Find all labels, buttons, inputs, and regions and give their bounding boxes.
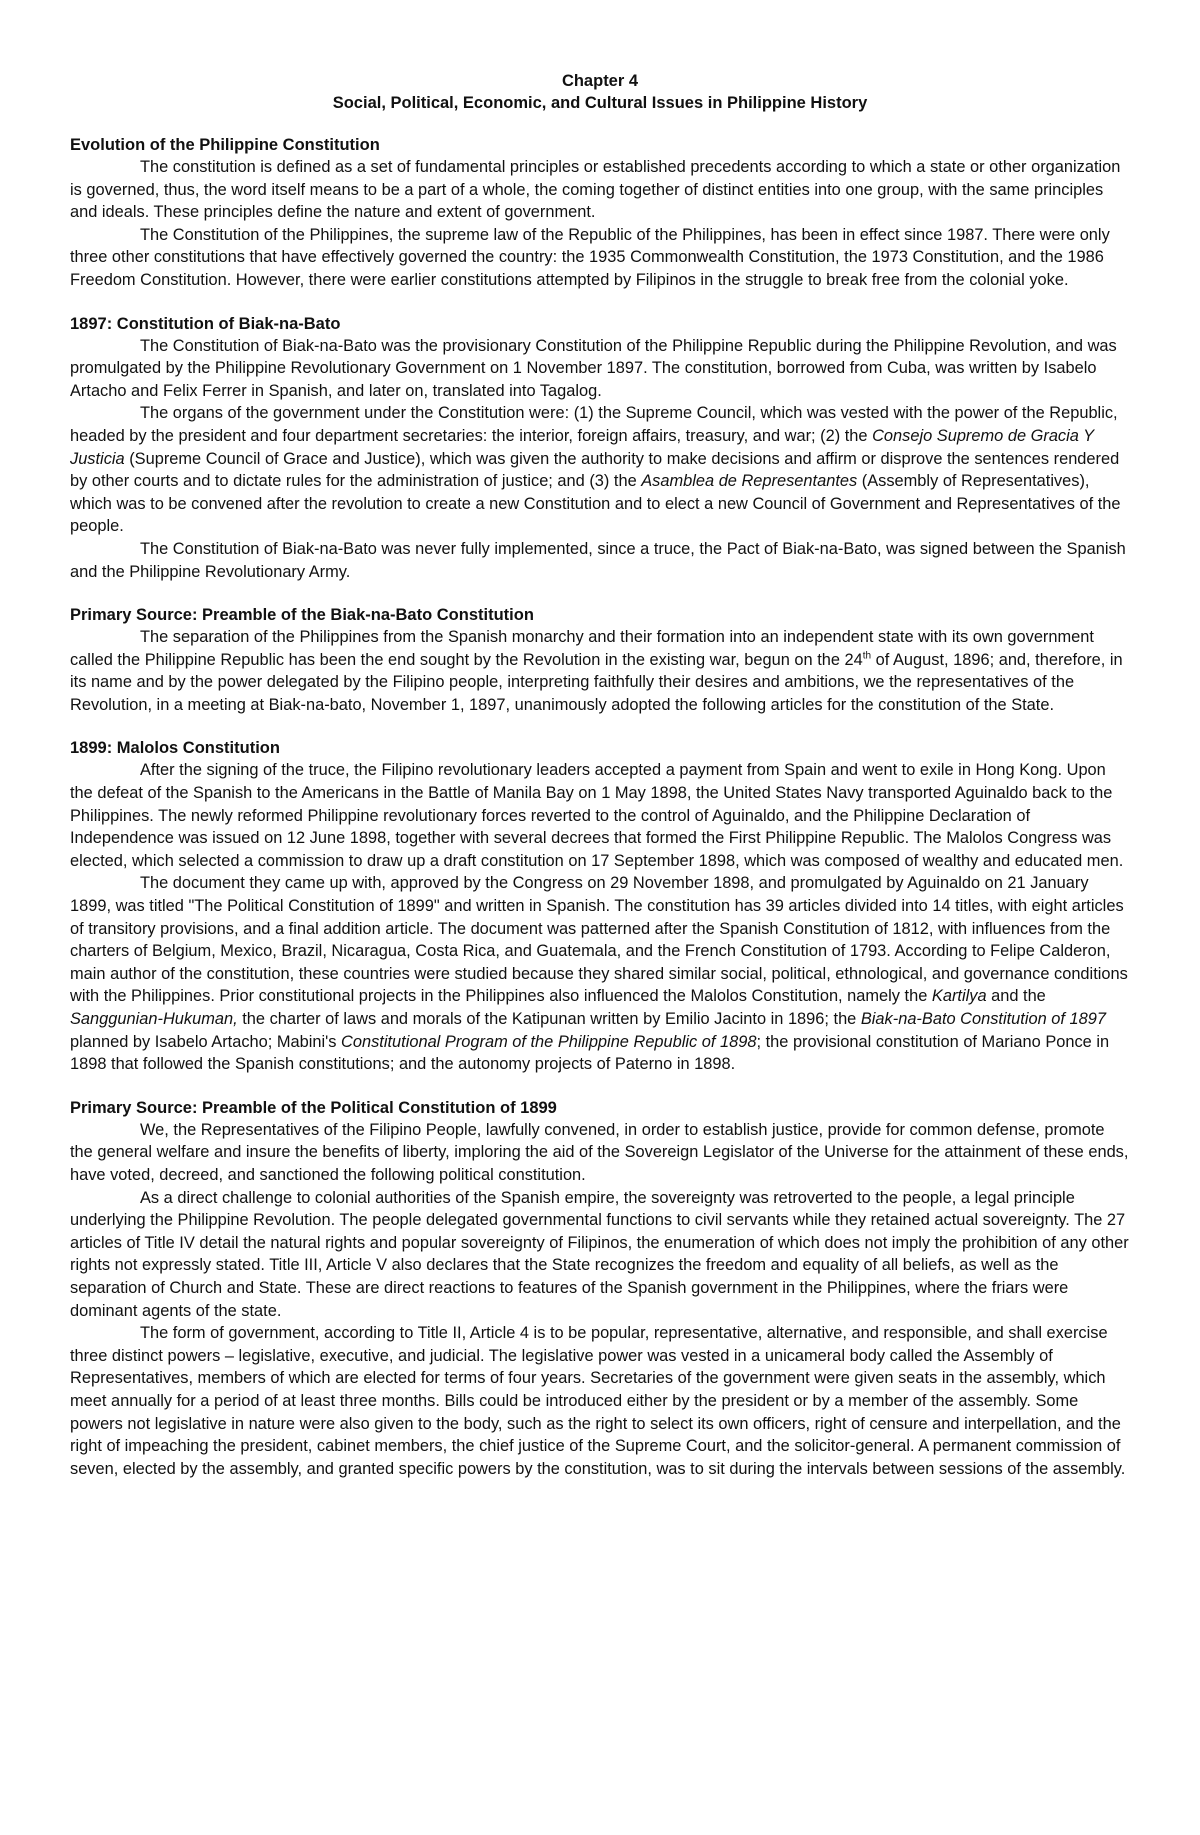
section-heading: 1897: Constitution of Biak-na-Bato [70,314,341,333]
text-run: The separation of the Philippines from the Spanish monarchy and their formation into an independent state with its own government called the Philippine Republic has been the end sought by the Revolution in the existing war, begun on the 24 [70,628,1094,669]
chapter-title: Social, Political, Economic, and Cultural Issues in Philippine History [332,94,868,112]
paragraph: We, the Representatives of the Filipino People, lawfully convened, in order to establish justice, provide for common defense, promote the general welfare and insure the benefits of liberty, imploring the aid of the Sovereign Legislator of the Universe for the attainment of these ends, have voted, decreed, and sanctioned the following political constitution. [70,1120,1129,1184]
text-run: of August, 1896; and, therefore, in its name and by the power delegated by the Filipino people, interpreting faithfully their desires and ambitions, we the representatives of the Revolution, in a meeting at Biak-na-bato, November 1, 1897, unanimously adopted the following articles for the constitution of the State. [70,650,1123,714]
paragraph [70,626,1130,716]
paragraph: As a direct challenge to colonial authorities of the Spanish empire, the sovereignty was retroverted to the people, a legal principle underlying the Philippine Revolution. The people delegated governmental functions to civil servants while they retained actual sovereignty. The 27 articles of Title IV detail the natural rights and popular sovereignty of Filipinos, the enumeration of which does not imply the prohibition of any other rights not expressly stated. Title III, Article V also declares that the State recognizes the freedom and equality of all beliefs, as well as the separation of Church and State. These are direct reactions to features of the Spanish government in the Philippines, where the friars were dominant agents of the state. [70,1188,1129,1320]
section-biak-na-bato [70,313,1130,584]
text-run: ; the provisional constitution of Mariano Ponce in 1898 that followed the Spanish constitutions; and the autonomy projects of Paterno in 1898. [70,1032,1110,1074]
section-heading: 1899: Malolos Constitution [70,739,280,758]
text-run: The document they came up with, approved by the Congress on 29 November 1898, and promulgated by Aguinaldo on 21 January 1899, was titled "The Political Constitution of 1899" and written in Spanish. The constitution has 39 articles divided into 14 titles, with eight articles of transitory provisions, and a final addition article. The document was patterned after the Spanish Constitution of 1812, with influences from the charters of Belgium, Mexico, Brazil, Nicaragua, Costa Rica, and Guatemala, and the French Constitution of 1793. According to Felipe Calderon, main author of the constitution, these countries were studied because they shared similar social, political, ethnological, and governance conditions with the Philippines. Prior constitutional projects in the Philippines also influenced the Malolos Constitution, namely the [70,874,1128,1006]
italic-text: Constitutional Program of the Philippine Republic of 1898 [341,1032,757,1051]
paragraph: The Constitution of the Philippines, the supreme law of the Republic of the Philippines, has been in effect since 1987. There were only three other constitutions that have effectively governed the country: the 1935 Commonwealth Constitution, the 1973 Constitution, and the 1986 Freedom Constitution. However, there were earlier constitutions attempted by Filipinos in the struggle to break free from the colonial yoke. [70,225,1110,289]
section-heading: Evolution of the Philippine Constitution [70,136,380,154]
section-preamble-biak-na-bato [70,604,1130,716]
text-run: (Supreme Council of Grace and Justice), which was given the authority to make decisions and affirm or disprove the sentences rendered by other courts and to dictate rules for the administration of justice; and (3) the [70,449,1120,491]
italic-text: Sanggunian-Hukuman, [70,1010,238,1028]
section-preamble-1899 [70,1097,1130,1481]
text-run: (Assembly of Representatives), which was to be convened after the revolution to create a new Constitution and to elect a new Council of Government and Representatives of the people. [70,472,1121,536]
paragraph: After the signing of the truce, the Filipino revolutionary leaders accepted a payment from Spain and went to exile in Hong Kong. Upon the defeat of the Spanish to the Americans in the Battle of Manila Bay on 1 May 1898, the United States Navy transported Aguinaldo back to the Philippines. The newly reformed Philippine revolutionary forces reverted to the control of Aguinaldo, and the Philippine Declaration of Independence was issued on 12 June 1898, together with several decrees that formed the First Philippine Republic. The Malolos Congress was elected, which selected a commission to draw up a draft constitution on 17 September 1898, which was composed of wealthy and educated men. [70,761,1124,870]
paragraph: The Constitution of Biak-na-Bato was the provisionary Constitution of the Philippine Republic during the Philippine Revolution, and was promulgated by the Philippine Revolutionary Government on 1 November 1897. The constitution, borrowed from Cuba, was written by Isabelo Artacho and Felix Ferrer in Spanish, and later on, translated into Tagalog. [70,336,1117,400]
text-run: planned by Isabelo Artacho; Mabini's [70,1032,342,1051]
superscript: th [862,650,872,662]
document-page [70,70,1130,1480]
chapter-label: Chapter 4 [561,72,639,90]
section-heading: Primary Source: Preamble of the Biak-na-Bato Constitution [70,606,534,625]
paragraph [70,872,1130,1075]
italic-text: Biak-na-Bato Constitution of 1897 [860,1010,1106,1028]
paragraph: The Constitution of Biak-na-Bato was never fully implemented, since a truce, the Pact of Biak-na-Bato, was signed between the Spanish and the Philippine Revolutionary Army. [70,539,1126,581]
text-run: the charter of laws and morals of the Katipunan written by Emilio Jacinto in 1896; the [237,1010,861,1028]
italic-text: Asamblea de Representantes [641,472,858,491]
italic-text: Kartilya [931,987,987,1006]
italic-text: Consejo Supremo de Gracia Y Justicia [70,426,1094,468]
section-malolos [70,737,1130,1075]
paragraph [70,402,1130,538]
text-run: The organs of the government under the Constitution were: (1) the Supreme Council, which was vested with the power of the Republic, headed by the president and four department secretaries: the interior, foreign affairs, treasury, and war; (2) the [70,404,1118,445]
paragraph: The form of government, according to Title II, Article 4 is to be popular, representative, alternative, and responsible, and shall exercise three distinct powers – legislative, executive, and judicial. The legislative power was vested in a unicameral body called the Assembly of Representatives, members of which are elected for terms of four years. Secretaries of the government were given seats in the assembly, which meet annually for a period of at least three months. Bills could be introduced either by the president or by a member of the assembly. Some powers not legislative in nature were also given to the body, such as the right to select its own officers, right of censure and interpellation, and the right of impeaching the president, cabinet members, the chief justice of the Supreme Court, and the solicitor-general. A permanent commission of seven, elected by the assembly, and granted specific powers by the constitution, was to sit during the intervals between sessions of the assembly. [70,1324,1126,1478]
section-heading: Primary Source: Preamble of the Political Constitution of 1899 [70,1098,557,1117]
section-evolution [70,134,1130,292]
paragraph: The constitution is defined as a set of fundamental principles or established precedents according to which a state or other organization is governed, thus, the word itself means to be a part of a whole, the coming together of distinct entities into one group, with the same principles and ideals. These principles define the nature and extent of government. [70,158,1121,222]
text-run: and the [986,987,1046,1006]
